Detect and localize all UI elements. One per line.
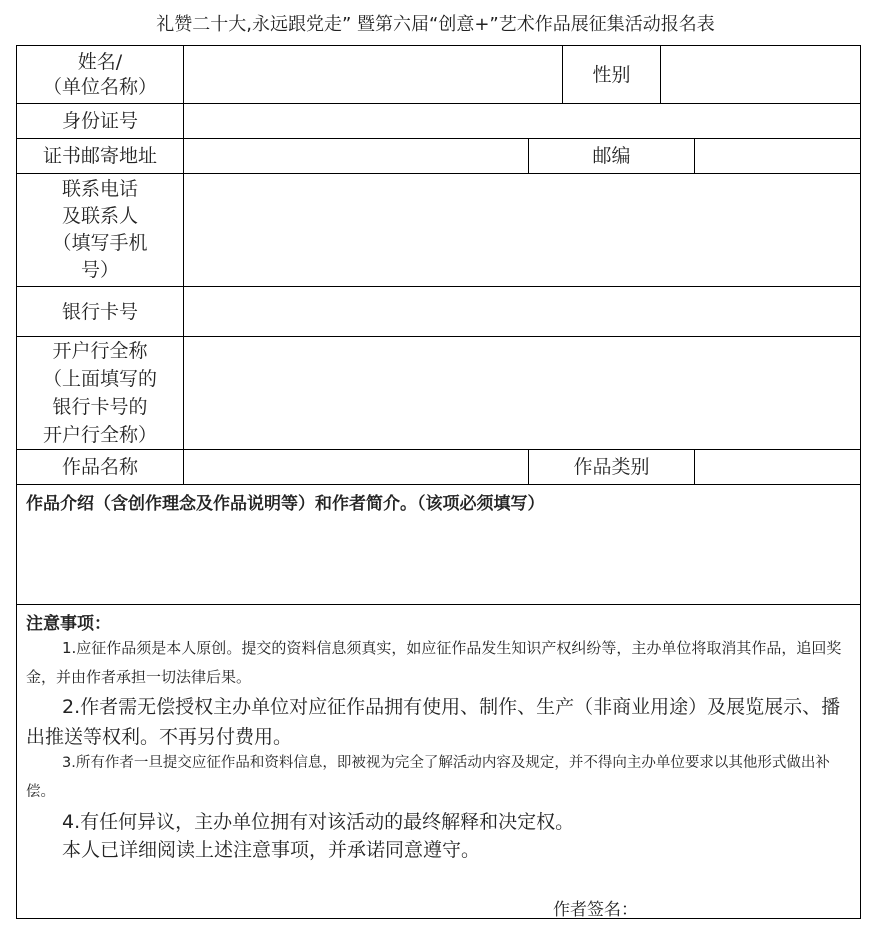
phone-field[interactable] bbox=[184, 174, 860, 286]
address-field[interactable] bbox=[184, 139, 528, 173]
notice-item-2: 2.作者需无偿授权主办单位对应征作品拥有使用、制作、生产（非商业用途）及展览展示、播出推送等权利。不再另付费用。 bbox=[26, 696, 841, 748]
id-number-label: 身份证号 bbox=[61, 110, 138, 132]
bank-card-field[interactable] bbox=[184, 287, 860, 336]
row-divider bbox=[17, 484, 860, 485]
phone-label: 联系电话 及联系人 （填写手机 号） bbox=[52, 178, 148, 281]
gender-label: 性别 bbox=[592, 63, 631, 86]
registration-form-table bbox=[16, 45, 861, 919]
id-number-field[interactable] bbox=[184, 104, 860, 138]
notice-item-1: 1.应征作品须是本人原创。提交的资料信息须真实，如应征作品发生知识产权纠纷等，主办单位将取消其作品，追回奖金，并由作者承担一切法律后果。 bbox=[26, 639, 842, 686]
bank-card-label: 银行卡号 bbox=[61, 300, 138, 323]
work-name-label: 作品名称 bbox=[61, 456, 138, 478]
row-divider bbox=[17, 604, 860, 605]
name-field[interactable] bbox=[184, 46, 562, 103]
intro-textarea[interactable] bbox=[17, 516, 860, 604]
agreement-text: 本人已详细阅读上述注意事项，并承诺同意遵守。 bbox=[62, 839, 481, 861]
notice-item-3: 3.所有作者一旦提交应征作品和资料信息，即被视为完全了解活动内容及规定，并不得向主办单位要求以其他形式做出补偿。 bbox=[26, 755, 830, 800]
name-label: 姓名/ （单位名称） bbox=[42, 50, 157, 98]
intro-heading: 作品介绍（含创作理念及作品说明等）和作者简介。（该项必须填写） bbox=[26, 494, 545, 514]
bank-name-label: 开户行全称 （上面填写的 银行卡号的 开户行全称） bbox=[42, 340, 157, 446]
work-category-field[interactable] bbox=[695, 450, 860, 484]
notice-heading: 注意事项： bbox=[26, 614, 111, 634]
work-category-label: 作品类别 bbox=[573, 456, 650, 478]
work-name-field[interactable] bbox=[184, 450, 528, 484]
bank-name-field[interactable] bbox=[184, 337, 860, 449]
notice-item-4: 4.有任何异议，主办单位拥有对该活动的最终解释和决定权。 bbox=[62, 811, 575, 833]
address-label: 证书邮寄地址 bbox=[42, 145, 157, 167]
postcode-label: 邮编 bbox=[592, 145, 631, 167]
form-title: 礼赞二十大,永远跟党走” 暨第六届“创意+”艺术作品展征集活动报名表 bbox=[156, 14, 715, 35]
gender-field[interactable] bbox=[661, 46, 860, 103]
postcode-field[interactable] bbox=[695, 139, 860, 173]
signature-label: 作者签名： bbox=[553, 900, 638, 920]
